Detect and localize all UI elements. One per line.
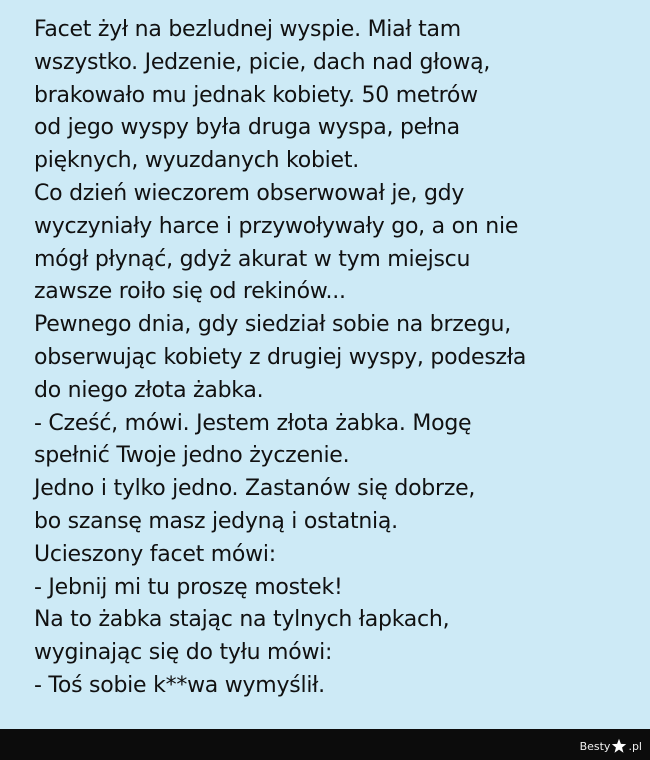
footer-bar [0, 729, 650, 760]
story-line: - Cześć, mówi. Jestem złota żabka. Mogę [34, 410, 472, 436]
story-line: - Jebnij mi tu proszę mostek! [34, 574, 343, 600]
story-line: wyginając się do tyłu mówi: [34, 640, 333, 666]
besty-logo [580, 738, 642, 754]
story-line: mógł płynąć, gdyż akurat w tym miejscu [34, 246, 471, 272]
story-line: spełnić Twoje jedno życzenie. [34, 443, 350, 469]
story-line: Na to żabka stając na tylnych łapkach, [34, 607, 450, 633]
story-line: Pewnego dnia, gdy siedział sobie na brzegu, [34, 312, 511, 338]
story-line: Facet żył na bezludnej wyspie. Miał tam [34, 17, 461, 42]
story-line: Co dzień wieczorem obserwował je, gdy [34, 180, 465, 206]
story-line: obserwując kobiety z drugiej wyspy, podeszła [34, 344, 527, 370]
story-line: bo szansę masz jedyną i ostatnią. [34, 508, 398, 534]
story-line: zawsze roiło się od rekinów... [34, 279, 346, 305]
brand-name: Besty [579, 739, 611, 753]
story-line: wyczyniały harce i przywoływały go, a on nie [34, 213, 519, 239]
story-line: wszystko. Jedzenie, picie, dach nad głową, [34, 49, 491, 75]
star-icon [611, 738, 627, 754]
brand-suffix: .pl [628, 739, 642, 753]
story-line: Ucieszony facet mówi: [34, 541, 276, 567]
story-line: od jego wyspy była druga wyspa, pełna [34, 115, 460, 141]
story-text [34, 14, 634, 703]
story-line: brakowało mu jednak kobiety. 50 metrów [34, 82, 478, 108]
story-line: pięknych, wyuzdanych kobiet. [34, 148, 359, 174]
story-line: Jedno i tylko jedno. Zastanów się dobrze, [34, 476, 476, 502]
story-line: - Toś sobie k**wa wymyślił. [34, 672, 325, 698]
story-line: do niego złota żabka. [34, 377, 264, 403]
